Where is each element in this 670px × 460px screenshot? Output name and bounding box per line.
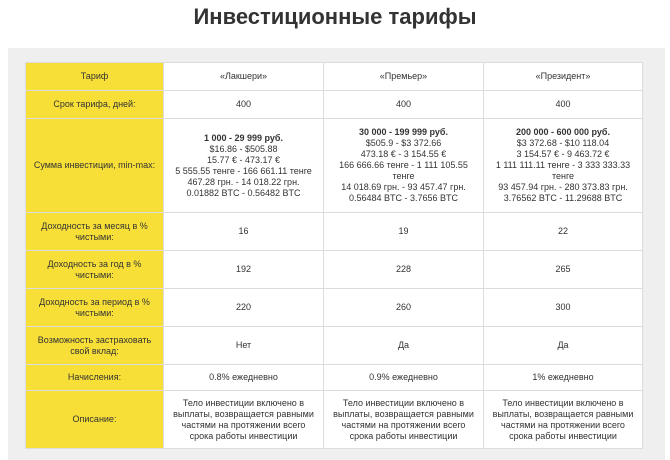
amount-line: 93 457.94 грн. - 280 373.83 грн. (498, 182, 628, 192)
plan-name-luxury: «Лакшери» (164, 63, 324, 91)
amount-line: $505.9 - $3 372.66 (365, 138, 442, 148)
row-label-month-yield: Доходность за месяц в % чистыми: (26, 213, 164, 251)
amount-line: 0.56484 BTC - 3.7656 BTC (348, 193, 459, 203)
amount-main: 1 000 - 29 999 руб. (204, 132, 283, 143)
amount-line: $3 372.68 - $10 118.04 (516, 138, 610, 148)
amount-cell-president (484, 119, 643, 213)
amount-cell-premier (324, 119, 484, 213)
month-yield-value: 16 (164, 213, 324, 251)
row-label-term: Срок тарифа, дней: (26, 91, 164, 119)
month-yield-value: 22 (484, 213, 643, 251)
row-label-tariff: Тариф (26, 63, 164, 91)
amount-line: 1 111 111.11 тенге - 3 333 333.33 тенге (495, 160, 631, 181)
amount-line: 5 555.55 тенге - 166 661.11 тенге (175, 165, 312, 176)
period-yield-value: 220 (164, 289, 324, 327)
plan-name-president: «Президент» (484, 63, 643, 91)
table-row-accrual (26, 365, 643, 391)
row-label-description: Описание: (26, 391, 164, 449)
row-label-insurance: Возможность застраховать свой вклад: (26, 327, 164, 365)
accrual-value: 0.8% ежедневно (164, 365, 324, 391)
amount-line: 14 018.69 грн. - 93 457.47 грн. (341, 182, 466, 192)
amount-cell-luxury (164, 119, 324, 213)
description-value: Тело инвестиции включено в выплаты, возвращается равными частями на протяжении всего срока работы инвестиции (484, 391, 643, 449)
amount-line: 15.77 € - 473.17 € (206, 154, 281, 165)
period-yield-value: 260 (324, 289, 484, 327)
insurance-value: Да (484, 327, 643, 365)
table-row-month-yield (26, 213, 643, 251)
row-label-year-yield: Доходность за год в % чистыми: (26, 251, 164, 289)
amount-line: $16.86 - $505.88 (209, 143, 278, 154)
year-yield-value: 192 (164, 251, 324, 289)
month-yield-value: 19 (324, 213, 484, 251)
amount-main: 30 000 - 199 999 руб. (358, 127, 448, 137)
page-title: Инвестиционные тарифы (193, 4, 477, 29)
amount-line: 473.18 € - 3 154.55 € (360, 149, 447, 159)
row-label-accrual: Начисления: (26, 365, 164, 391)
term-value: 400 (164, 91, 324, 119)
term-value: 400 (324, 91, 484, 119)
year-yield-value: 265 (484, 251, 643, 289)
period-yield-value: 300 (484, 289, 643, 327)
table-row-insurance (26, 327, 643, 365)
term-value: 400 (484, 91, 643, 119)
plan-name-premier: «Премьер» (324, 63, 484, 91)
insurance-value: Да (324, 327, 484, 365)
table-row-amount (26, 119, 643, 213)
amount-line: 467.28 грн. - 14 018.22 грн. (187, 176, 300, 187)
amount-line: 3.76562 BTC - 11.29688 BTC (503, 193, 623, 203)
accrual-value: 1% ежедневно (484, 365, 643, 391)
amount-main: 200 000 - 600 000 руб. (515, 127, 610, 137)
table-row-year-yield (26, 251, 643, 289)
description-value: Тело инвестиции включено в выплаты, возвращается равными частями на протяжении всего срока работы инвестиции (324, 391, 484, 449)
tariffs-table (25, 62, 643, 449)
table-row-description (26, 391, 643, 449)
description-value: Тело инвестиции включено в выплаты, возвращается равными частями на протяжении всего срока работы инвестиции (164, 391, 324, 449)
amount-line: 0.01882 BTC - 0.56482 BTC (186, 187, 301, 198)
table-row-period-yield (26, 289, 643, 327)
row-label-period-yield: Доходность за период в % чистыми: (26, 289, 164, 327)
year-yield-value: 228 (324, 251, 484, 289)
table-row-header (26, 63, 643, 91)
insurance-value: Нет (164, 327, 324, 365)
amount-line: 166 666.66 тенге - 1 111 105.55 тенге (339, 160, 468, 181)
row-label-amount: Сумма инвестиции, min-max: (26, 119, 164, 213)
amount-line: 3 154.57 € - 9 463.72 € (516, 149, 610, 159)
table-row-term (26, 91, 643, 119)
accrual-value: 0.9% ежедневно (324, 365, 484, 391)
